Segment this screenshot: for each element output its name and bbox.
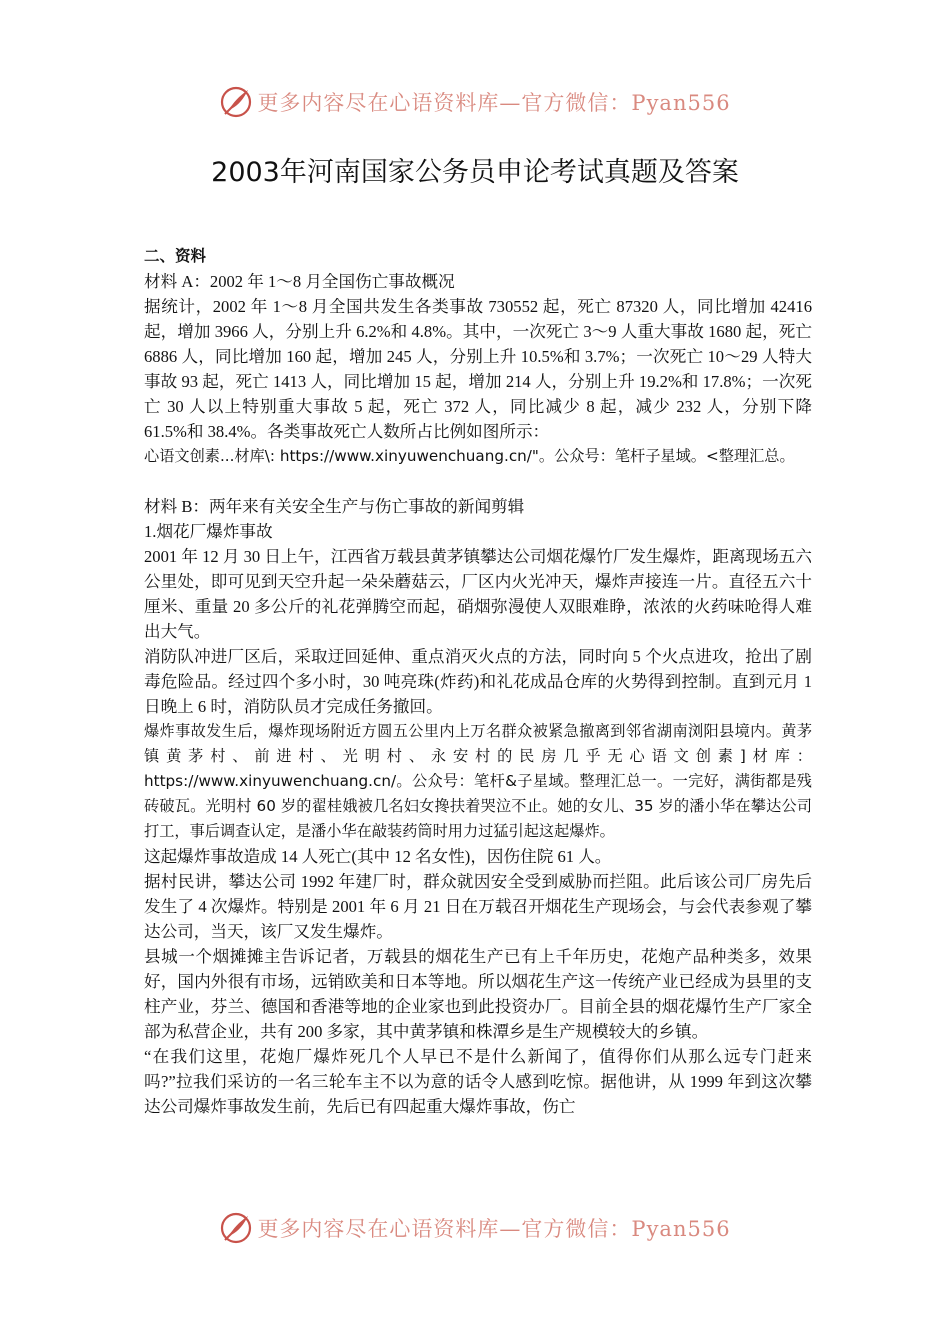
feather-logo-icon xyxy=(219,1211,253,1245)
paragraph: 县城一个烟摊摊主告诉记者，万载县的烟花生产已有上千年历史，花炮产品种类多，效果好，国内外很有市场，远销欧美和日本等地。所以烟花生产这一传统产业已经成为县里的支柱产业，芬兰、德国和香港等地的企业家也到此投资办厂。目前全县的烟花爆竹生产厂家全部为私营企业，共有 200 多家，其中黄茅镇和株潭乡是生产规模较大的乡镇。 xyxy=(144,947,812,1041)
paragraph: 爆炸事故发生后，爆炸现场附近方圆五公里内上万名群众被紧急撤离到邻省湖南浏阳县境内。黄茅镇黄茅村、前进村、光明村、永安村的民房几乎无心语文创素]材库：https://www.xinyuwenchuang.cn/。公众号：笔杆&子星域。整理汇总一。一完好，满街都是残砖破瓦。光明村 60 岁的翟桂娥被几名妇女搀扶着哭泣不止。她的女儿、35 岁的潘小华在攀达公司打工，事后调查认定，是潘小华在敲装药筒时用力过猛引起这起爆炸。 xyxy=(144,722,812,840)
paragraph: 这起爆炸事故造成 14 人死亡(其中 12 名女性)，因伤住院 61 人。 xyxy=(144,847,612,866)
paragraph: “在我们这里，花炮厂爆炸死几个人早已不是什么新闻了，值得你们从那么远专门赶来吗?”拉我们采访的一名三轮车主不以为意的话令人感到吃惊。据他讲，从 1999 年到这次攀达公司爆炸事故发生前，先后已有四起重大爆炸事故，伤亡 xyxy=(144,1047,812,1116)
watermark-banner-bottom xyxy=(0,1208,950,1248)
paragraph: 1.烟花厂爆炸事故 xyxy=(144,522,273,541)
watermark-text: 更多内容尽在心语资料库—官方微信：Pyan556 xyxy=(257,1217,731,1241)
document-body xyxy=(144,244,812,1119)
paragraph: 材料 A：2002 年 1～8 月全国伤亡事故概况 xyxy=(144,272,455,291)
paragraph: 2001 年 12 月 30 日上午，江西省万载县黄茅镇攀达公司烟花爆竹厂发生爆炸，距离现场五六公里处，即可见到天空升起一朵朵蘑菇云，厂区内火光冲天，爆炸声接连一片。直径五六十厘米、重量 20 多公斤的礼花弹腾空而起，硝烟弥漫使人双眼难睁，浓浓的火药味呛得人难出大气。 xyxy=(144,547,812,641)
paragraph: 心语文创素...材库\: https://www.xinyuwenchuang.cn/"。公众号：笔杆子星域。<整理汇总。 xyxy=(144,447,795,465)
watermark-text: 更多内容尽在心语资料库—官方微信：Pyan556 xyxy=(257,91,731,115)
blank-line xyxy=(144,469,812,494)
paragraph: 据统计，2002 年 1～8 月全国共发生各类事故 730552 起，死亡 87320 人，同比增加 42416 起，增加 3966 人，分别上升 6.2%和 4.8%。其中，一次死亡 3～9 人重大事故 1680 起，死亡 6886 人，同比增加 160 起，增加 245 人，分别上升 10.5%和 3.7%；一次死亡 10～29 人特大事故 93 起，死亡 1413 人，同比增加 15 起，增加 214 人，分别上升 19.2%和 17.8%；一次死亡 30 人以上特别重大事故 5 起，死亡 372 人，同比减少 8 起，减少 232 人，分别下降 61.5%和 38.4%。各类事故死亡人数所占比例如图所示： xyxy=(144,297,812,441)
paragraph: 据村民讲，攀达公司 1992 年建厂时，群众就因安全受到威胁而拦阻。此后该公司厂房先后发生了 4 次爆炸。特别是 2001 年 6 月 21 日在万载召开烟花生产现场会，与会代表参观了攀达公司，当天，该厂又发生爆炸。 xyxy=(144,872,812,941)
watermark-banner-top xyxy=(0,82,950,122)
feather-logo-icon xyxy=(219,85,253,119)
paragraph: 消防队冲进厂区后，采取迂回延伸、重点消灭火点的方法，同时向 5 个火点进攻，抢出了剧毒危险品。经过四个多小时，30 吨亮珠(炸药)和礼花成品仓库的火势得到控制。直到元月 1 日晚上 6 时，消防队员才完成任务撤回。 xyxy=(144,647,812,716)
paragraph: 材料 B：两年来有关安全生产与伤亡事故的新闻剪辑 xyxy=(144,497,525,516)
section-heading: 二、资料 xyxy=(144,247,207,265)
document-title: 2003年河南国家公务员申论考试真题及答案 xyxy=(211,157,739,188)
